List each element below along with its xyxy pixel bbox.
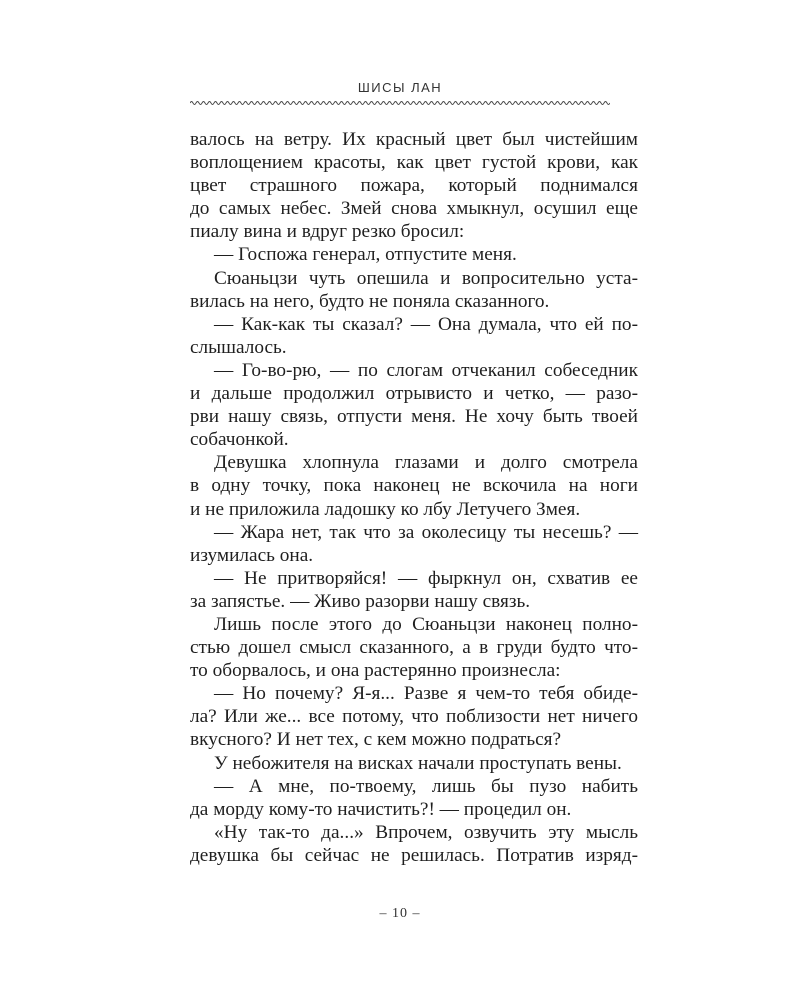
text-line: собачонкой.: [190, 429, 289, 451]
text-line: Лишь после этого до Сюаньцзи наконец полно-: [214, 613, 638, 635]
text-line: валось на ветру. Их красный цвет был чистейшим: [190, 129, 638, 150]
text-line: за запястье. — Живо разорви нашу связь.: [190, 590, 531, 612]
page-number: – 10 –: [379, 906, 421, 921]
text-line: — Го-во-рю, — по слогам отчеканил собеседник: [214, 359, 638, 381]
text-line: воплощением красоты, как цвет густой крови, как: [190, 152, 638, 174]
text-line: и дальше продолжил отрывисто и четко, — разо-: [190, 383, 638, 405]
wavy-divider: [190, 98, 610, 108]
text-line: рви нашу связь, отпусти меня. Не хочу быть твоей: [190, 406, 638, 428]
text-line: У небожителя на висках начали проступать вены.: [214, 752, 622, 774]
text-line: в одну точку, пока наконец не вскочила на ноги: [190, 475, 638, 497]
text-line: «Ну так-то да...» Впрочем, озвучить эту мысль: [214, 821, 638, 843]
text-line: — А мне, по-твоему, лишь бы пузо набить: [214, 775, 638, 797]
text-line: пиалу вина и вдруг резко бросил:: [190, 221, 465, 243]
text-line: до самых небес. Змей снова хмыкнул, осушил еще: [190, 198, 638, 220]
text-line: — Не притворяйся! — фыркнул он, схватив ее: [214, 567, 638, 589]
text-line: — Жара нет, так что за околесицу ты несешь? —: [214, 521, 638, 543]
text-line: цвет страшного пожара, который поднимался: [190, 175, 638, 197]
page-body-text: [190, 128, 638, 867]
text-line: — Как-как ты сказал? — Она думала, что ей по-: [214, 313, 638, 335]
text-line: стью дошел смысл сказанного, а в груди будто что-: [190, 637, 638, 659]
text-line: — Госпожа генерал, отпустите меня.: [214, 244, 517, 266]
running-head-author: ШИСЫ ЛАН: [357, 80, 443, 95]
text-line: вилась на него, будто не поняла сказанного.: [190, 290, 550, 312]
text-line: то оборвалось, и она растерянно произнесла:: [190, 660, 561, 682]
text-line: да морду кому-то начистить?! — процедил он.: [190, 798, 572, 820]
text-line: Девушка хлопнула глазами и долго смотрела: [214, 452, 638, 474]
text-line: — Но почему? Я-я... Разве я чем-то тебя обиде-: [214, 683, 638, 705]
text-line: вкусного? И нет тех, с кем можно подраться?: [190, 729, 562, 751]
text-line: и не приложила ладошку ко лбу Летучего Змея.: [190, 498, 581, 520]
text-line: ла? Или же... все потому, что поблизости нет ничего: [190, 706, 638, 728]
text-line: Сюаньцзи чуть опешила и вопросительно уста-: [214, 267, 638, 289]
text-line: девушка бы сейчас не решилась. Потратив изряд-: [190, 844, 638, 866]
text-line: изумилась она.: [190, 544, 314, 566]
text-line: слышалось.: [190, 336, 287, 358]
